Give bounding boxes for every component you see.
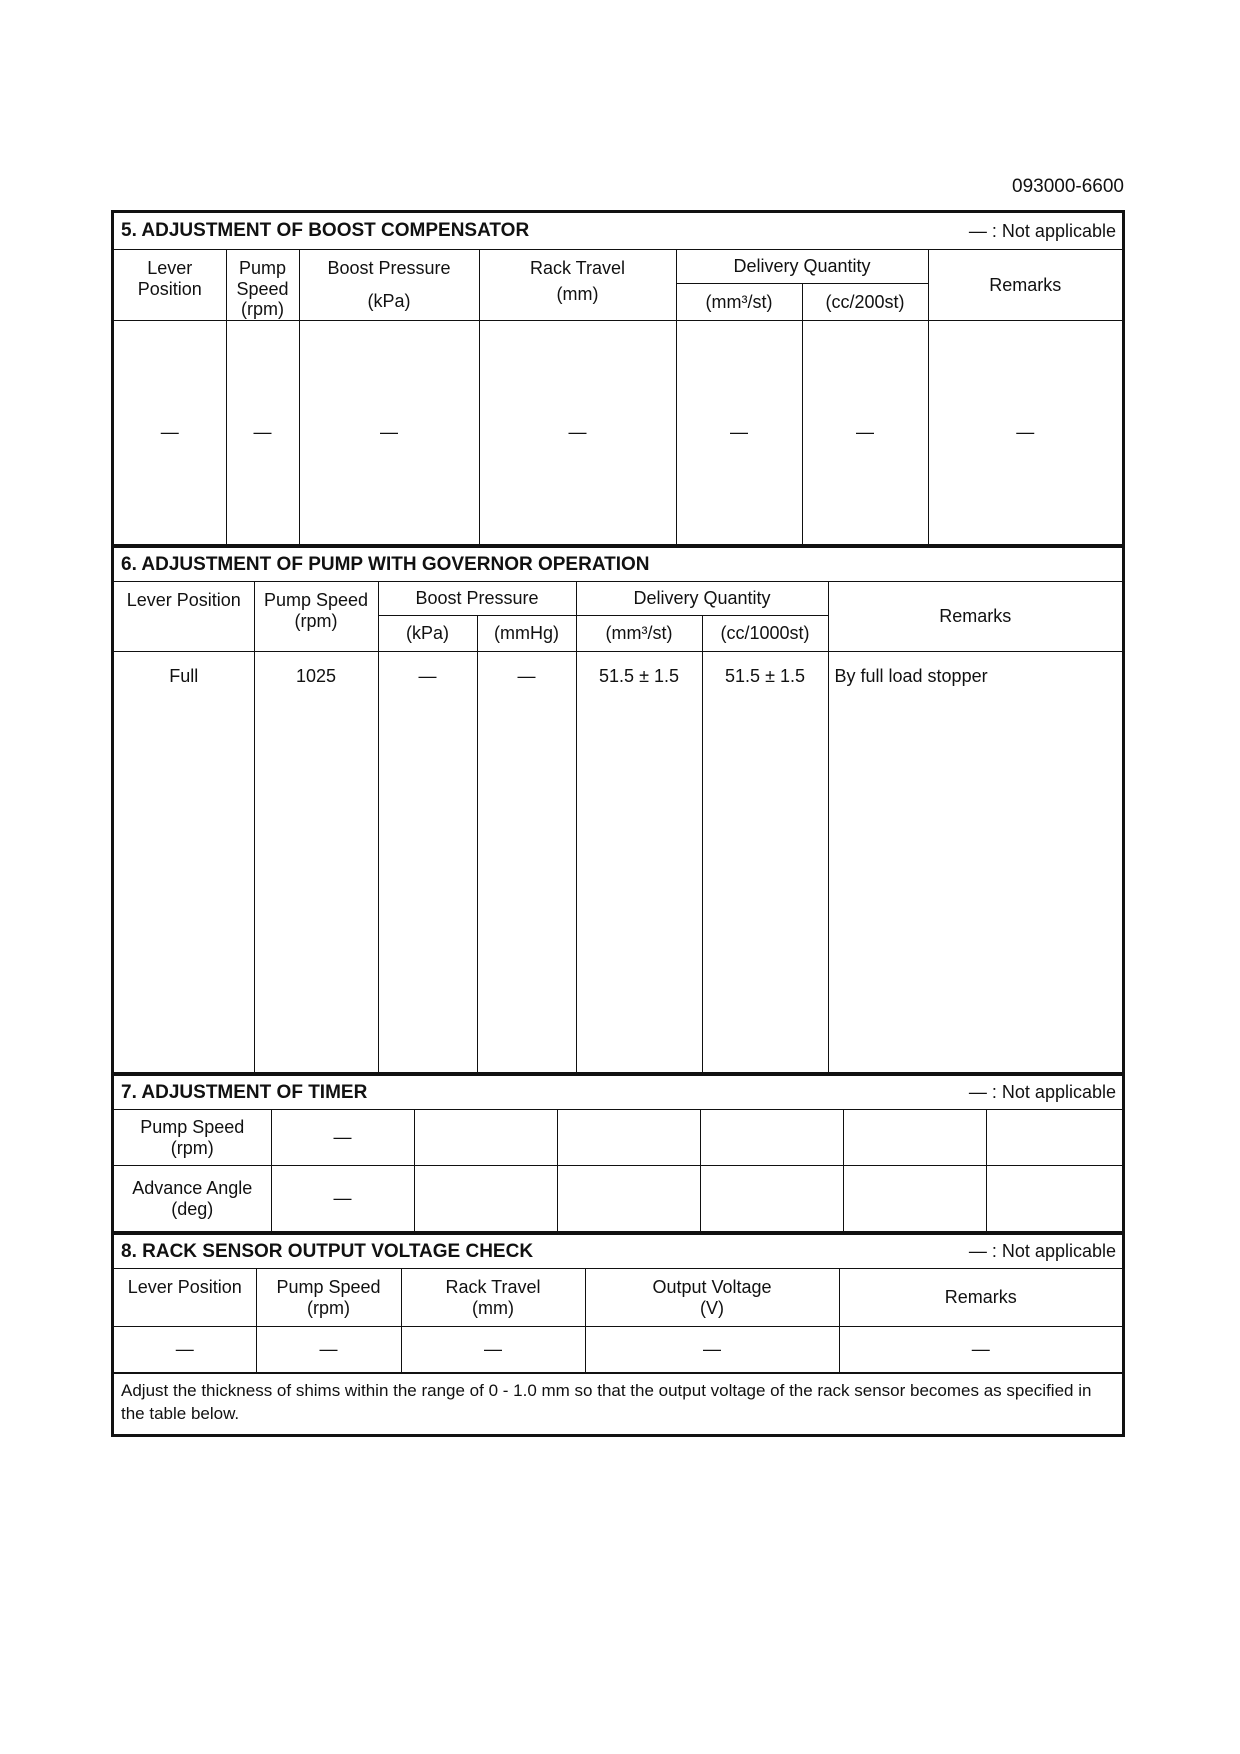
unit-cc-200st: (cc/200st) [802,284,928,321]
timer-speed-5 [843,1110,986,1166]
rack-sensor-table [114,1268,1122,1373]
section-7-title: 7. ADJUSTMENT OF TIMER [121,1081,368,1103]
not-applicable-legend: — : Not applicable [968,1082,1116,1103]
header-lever-position: Lever Position [114,250,226,321]
value-remarks: By full load stopper [828,652,1122,1073]
specification-sheet [111,210,1125,1437]
value-lever: — [114,1327,256,1373]
value-boost: — [299,321,479,545]
boost-compensator-table [114,249,1122,545]
timer-angle-2 [414,1166,557,1232]
timer-angle-5 [843,1166,986,1232]
section-6-header [114,545,1122,581]
header-lever-position: Lever Position [114,582,254,652]
value-delivery-mm3: — [676,321,802,545]
value-speed: 1025 [254,652,378,1073]
header-pump-speed [254,582,378,652]
timer-angle-6 [986,1166,1122,1232]
value-delivery-cc: 51.5 ± 1.5 [702,652,828,1073]
header-pump-speed-unit: (rpm) [307,1297,350,1318]
header-pump-speed [256,1269,401,1327]
value-delivery-mm3: 51.5 ± 1.5 [576,652,702,1073]
value-speed: — [226,321,299,545]
unit-kpa: (kPa) [299,284,479,321]
header-output-voltage [585,1269,839,1327]
header-output-voltage-unit: (V) [700,1297,724,1318]
not-applicable-legend: — : Not applicable [968,220,1116,241]
header-delivery-quantity: Delivery Quantity [676,250,928,284]
section-5-header [114,213,1122,249]
timer-angle-4 [700,1166,843,1232]
timer-speed-2 [414,1110,557,1166]
governor-operation-table [114,581,1122,1073]
header-pump-speed-unit: (rpm) [294,610,338,631]
header-boost-pressure: Boost Pressure [299,250,479,284]
header-rack-travel: Rack Travel [479,250,676,284]
value-lever: — [114,321,226,545]
header-rack-travel [401,1269,585,1327]
value-delivery-cc: — [802,321,928,545]
header-rack-travel-unit: (mm) [472,1297,514,1318]
timer-speed-6 [986,1110,1122,1166]
value-mmhg: — [477,652,576,1073]
section-8-title: 8. RACK SENSOR OUTPUT VOLTAGE CHECK [121,1240,534,1262]
section-8-header [114,1232,1122,1268]
timer-angle-1: — [271,1166,414,1232]
document-number: 093000-6600 [1012,176,1124,197]
section-5-title: 5. ADJUSTMENT OF BOOST COMPENSATOR [121,220,530,241]
timer-speed-3 [557,1110,700,1166]
adjustment-note: Adjust the thickness of shims within the range of 0 - 1.0 mm so that the output voltage of the rack sensor becomes as specified in the table below. [114,1373,1122,1434]
section-6-title: 6. ADJUSTMENT OF PUMP WITH GOVERNOR OPERATION [121,553,650,575]
unit-cc-1000st: (cc/1000st) [702,616,828,652]
advance-angle-unit: (deg) [171,1198,214,1219]
advance-angle-label: Advance Angle [132,1177,253,1198]
header-pump-speed-label: Pump Speed [263,590,369,611]
value-rack: — [479,321,676,545]
row-label-advance-angle [114,1166,271,1232]
timer-table [114,1109,1122,1232]
unit-mm3-st: (mm³/st) [576,616,702,652]
value-lever: Full [114,652,254,1073]
row-label-pump-speed [114,1110,271,1166]
value-voltage: — [585,1327,839,1373]
section-7-header [114,1073,1122,1109]
header-output-voltage-label: Output Voltage [652,1277,772,1298]
unit-kpa: (kPa) [378,616,477,652]
header-delivery-quantity: Delivery Quantity [576,582,828,616]
pump-speed-unit: (rpm) [170,1137,214,1158]
value-speed: — [256,1327,401,1373]
value-rack: — [401,1327,585,1373]
header-boost-pressure: Boost Pressure [378,582,576,616]
header-pump-speed-label: Pump Speed [276,1277,381,1298]
timer-speed-4 [700,1110,843,1166]
header-remarks: Remarks [828,582,1122,652]
header-lever-position: Lever Position [114,1269,256,1327]
timer-angle-3 [557,1166,700,1232]
header-rack-travel-label: Rack Travel [445,1277,541,1298]
unit-mm3-st: (mm³/st) [676,284,802,321]
header-remarks: Remarks [928,250,1122,321]
pump-speed-label: Pump Speed [140,1116,245,1137]
header-pump-speed: Pump Speed (rpm) [226,250,299,321]
timer-speed-1: — [271,1110,414,1166]
unit-mmhg: (mmHg) [477,616,576,652]
header-remarks: Remarks [839,1269,1122,1327]
value-kpa: — [378,652,477,1073]
value-remarks: — [928,321,1122,545]
value-remarks: — [839,1327,1122,1373]
unit-mm: (mm) [479,284,676,321]
not-applicable-legend: — : Not applicable [968,1241,1116,1262]
